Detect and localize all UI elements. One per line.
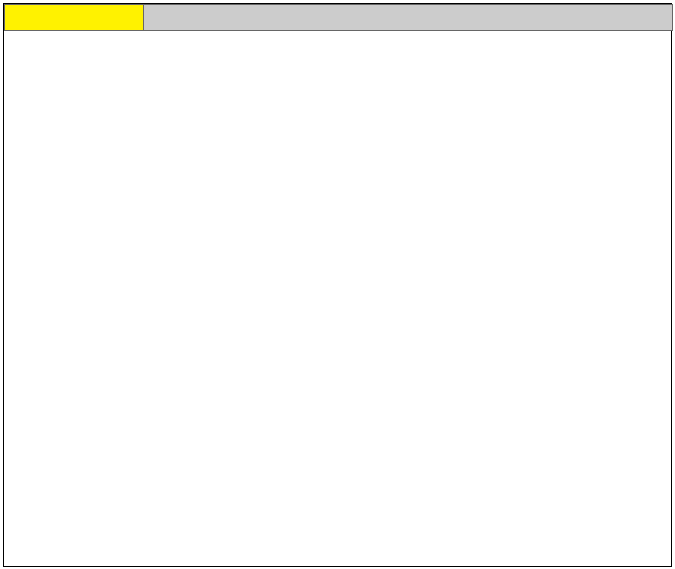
season-label: [5, 5, 144, 31]
league-sheet: [3, 3, 672, 567]
page-title: [143, 5, 672, 31]
league-table: [4, 4, 673, 31]
